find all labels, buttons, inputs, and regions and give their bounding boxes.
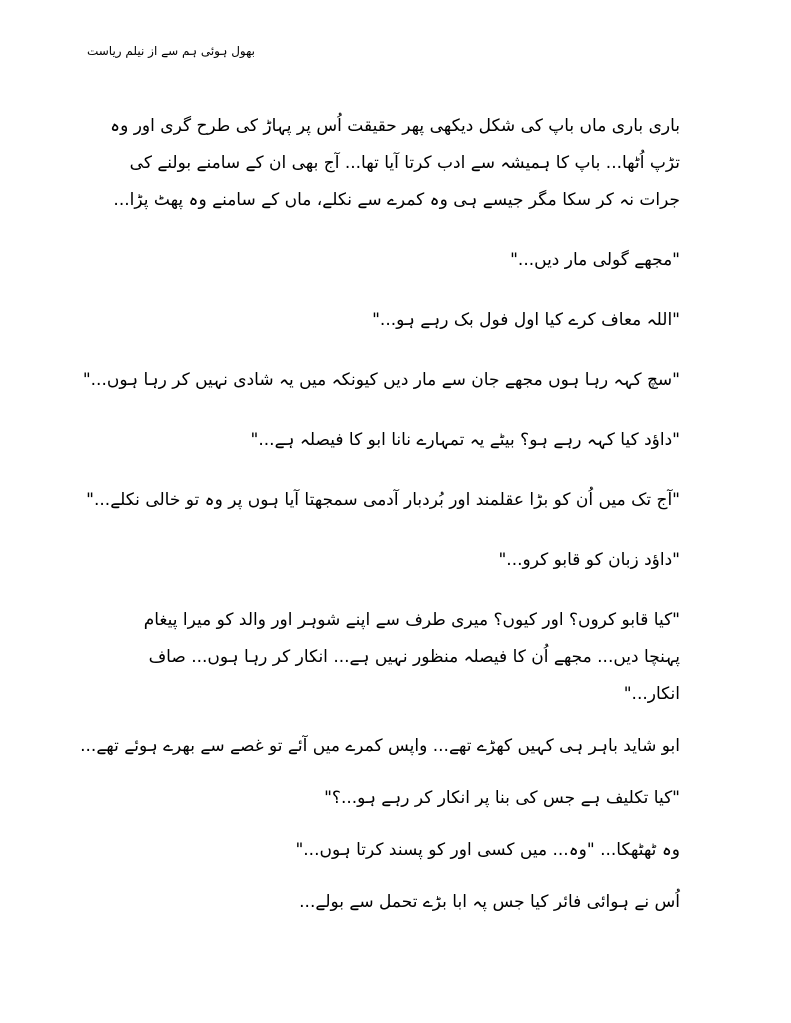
paragraph: اُس نے ہوائی فائر کیا جس پہ ابا بڑے تحمل سے بولے... xyxy=(299,892,680,912)
paragraph: "آج تک میں اُن کو بڑا عقلمند اور بُردبار آدمی سمجھتا آیا ہوں پر وہ تو خالی نکلے..." xyxy=(86,490,680,510)
body-text xyxy=(80,108,680,921)
paragraph: ابو شاید باہر ہی کہیں کھڑے تھے... واپس کمرے میں آئے تو غصے سے بھرے ہوئے تھے... xyxy=(80,736,680,756)
paragraph: "سچ کہہ رہا ہوں مجھے جان سے مار دیں کیونکہ میں یہ شادی نہیں کر رہا ہوں..." xyxy=(82,370,680,390)
paragraph: وہ ٹھٹھکا... "وہ... میں کسی اور کو پسند کرتا ہوں..." xyxy=(295,840,680,860)
running-header: بھول ہوئی ہم سے از نیلم ریاست xyxy=(86,44,255,58)
paragraph: "داؤد زبان کو قابو کرو..." xyxy=(498,550,680,570)
paragraph: "مجھے گولی مار دیں..." xyxy=(510,250,680,270)
paragraph: "داؤد کیا کہہ رہے ہو؟ بیٹے یہ تمہارے نانا ابو کا فیصلہ ہے..." xyxy=(250,430,680,450)
paragraph: "کیا قابو کروں؟ اور کیوں؟ میری طرف سے اپنے شوہر اور والد کو میرا پیغام پہنچا دیں... مجھے اُن کا فیصلہ منظور نہیں ہے... انکار کر رہا ہوں... صاف انکار..." xyxy=(143,610,680,704)
paragraph: باری باری ماں باپ کی شکل دیکھی پھر حقیقت اُس پر پہاڑ کی طرح گری اور وہ تڑپ اُٹھا... باپ کا ہمیشہ سے ادب کرتا آیا تھا... آج بھی ان کے سامنے بولنے کی جرات نہ کر سکا مگر جیسے ہی وہ کمرے سے نکلے، ماں کے سامنے وہ پھٹ پڑا... xyxy=(110,116,680,210)
paragraph: "اللہ معاف کرے کیا اول فول بک رہے ہو..." xyxy=(372,310,680,330)
paragraph: "کیا تکلیف ہے جس کی بنا پر انکار کر رہے ہو...؟" xyxy=(324,788,680,808)
